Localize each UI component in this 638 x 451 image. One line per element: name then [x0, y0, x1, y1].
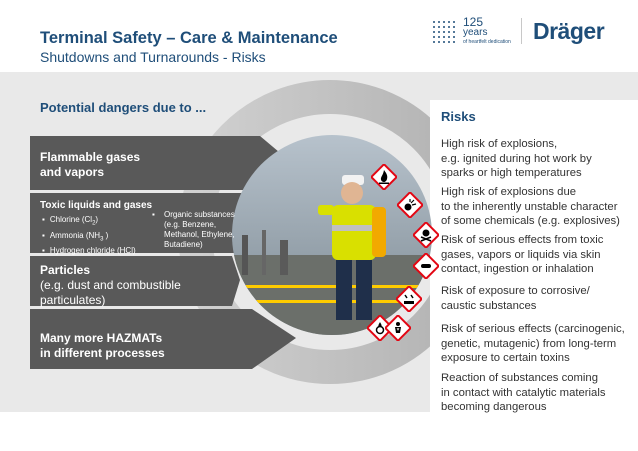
skull-crossbones-icon — [413, 222, 439, 248]
risks-heading: Risks — [441, 109, 476, 124]
gas-cylinder-icon — [413, 253, 439, 279]
brand-logo: Dräger — [533, 18, 605, 44]
risk-item-3: Risk of serious effects from toxic gases, vapors or liquids via skin contact, ingestion or inhalation — [441, 234, 604, 275]
risk-item-2: High risk of explosions due to the inherently unstable character of some chemicals (e.g. explosives) — [441, 186, 620, 227]
hazmats-line2: in different processes — [40, 346, 165, 360]
toxic-list — [42, 214, 136, 256]
particles-line3: particulates) — [40, 293, 106, 307]
anniversary-tagline: of heartfelt dedication — [463, 39, 511, 45]
particles-line1: Particles — [40, 263, 91, 277]
header — [0, 0, 638, 72]
risk-item-6: Reaction of substances coming in contact with catalytic materials becoming dangerous — [441, 372, 606, 413]
risk-item-5: Risk of serious effects (carcinogenic, genetic, mutagenic) from long-term exposure to certain toxins — [441, 323, 625, 364]
list-item: ▪ Ammonia ($NH_3$ ) — [42, 230, 136, 246]
anniversary-word: years — [463, 27, 488, 38]
dot-grid-icon — [431, 18, 459, 44]
hazmats-label — [40, 331, 165, 361]
toxic-organic-item: ▪ Organic substances (e.g. Benzene, Methanol, Ethylene, Butadiene) — [152, 210, 235, 249]
risk-item-1: High risk of explosions, e.g. ignited during hot work by sparks or high temperatures — [441, 138, 592, 179]
anniversary-badge — [431, 16, 511, 46]
corrosion-icon — [396, 286, 422, 312]
particles-line2: (e.g. dust and combustible — [40, 278, 181, 292]
list-item: ▪ Chlorine $(Cl_2)$ — [42, 214, 136, 230]
logo-divider — [521, 18, 522, 44]
dangers-heading: Potential dangers due to ... — [40, 100, 207, 115]
risk-item-4: Risk of exposure to corrosive/ caustic substances — [441, 285, 590, 312]
exploding-bomb-icon — [397, 192, 423, 218]
list-item: ▪ Hydrogen chloride (HCl) — [42, 245, 136, 256]
page-subtitle: Shutdowns and Turnarounds - Risks — [40, 49, 266, 65]
toxic-heading: Toxic liquids and gases — [40, 200, 153, 211]
flammable-line1: Flammable gases — [40, 150, 141, 164]
particles-label — [40, 263, 181, 308]
health-hazard-icon — [385, 315, 411, 341]
hazmats-line1: Many more HAZMATs — [40, 331, 163, 345]
flame-icon — [371, 164, 397, 190]
bullet-icon: ▪ — [152, 210, 155, 219]
flammable-label — [40, 150, 140, 180]
page-title: Terminal Safety – Care & Maintenance — [40, 29, 338, 47]
anniversary-number: 125 — [463, 15, 484, 29]
flammable-line2: and vapors — [40, 165, 105, 179]
